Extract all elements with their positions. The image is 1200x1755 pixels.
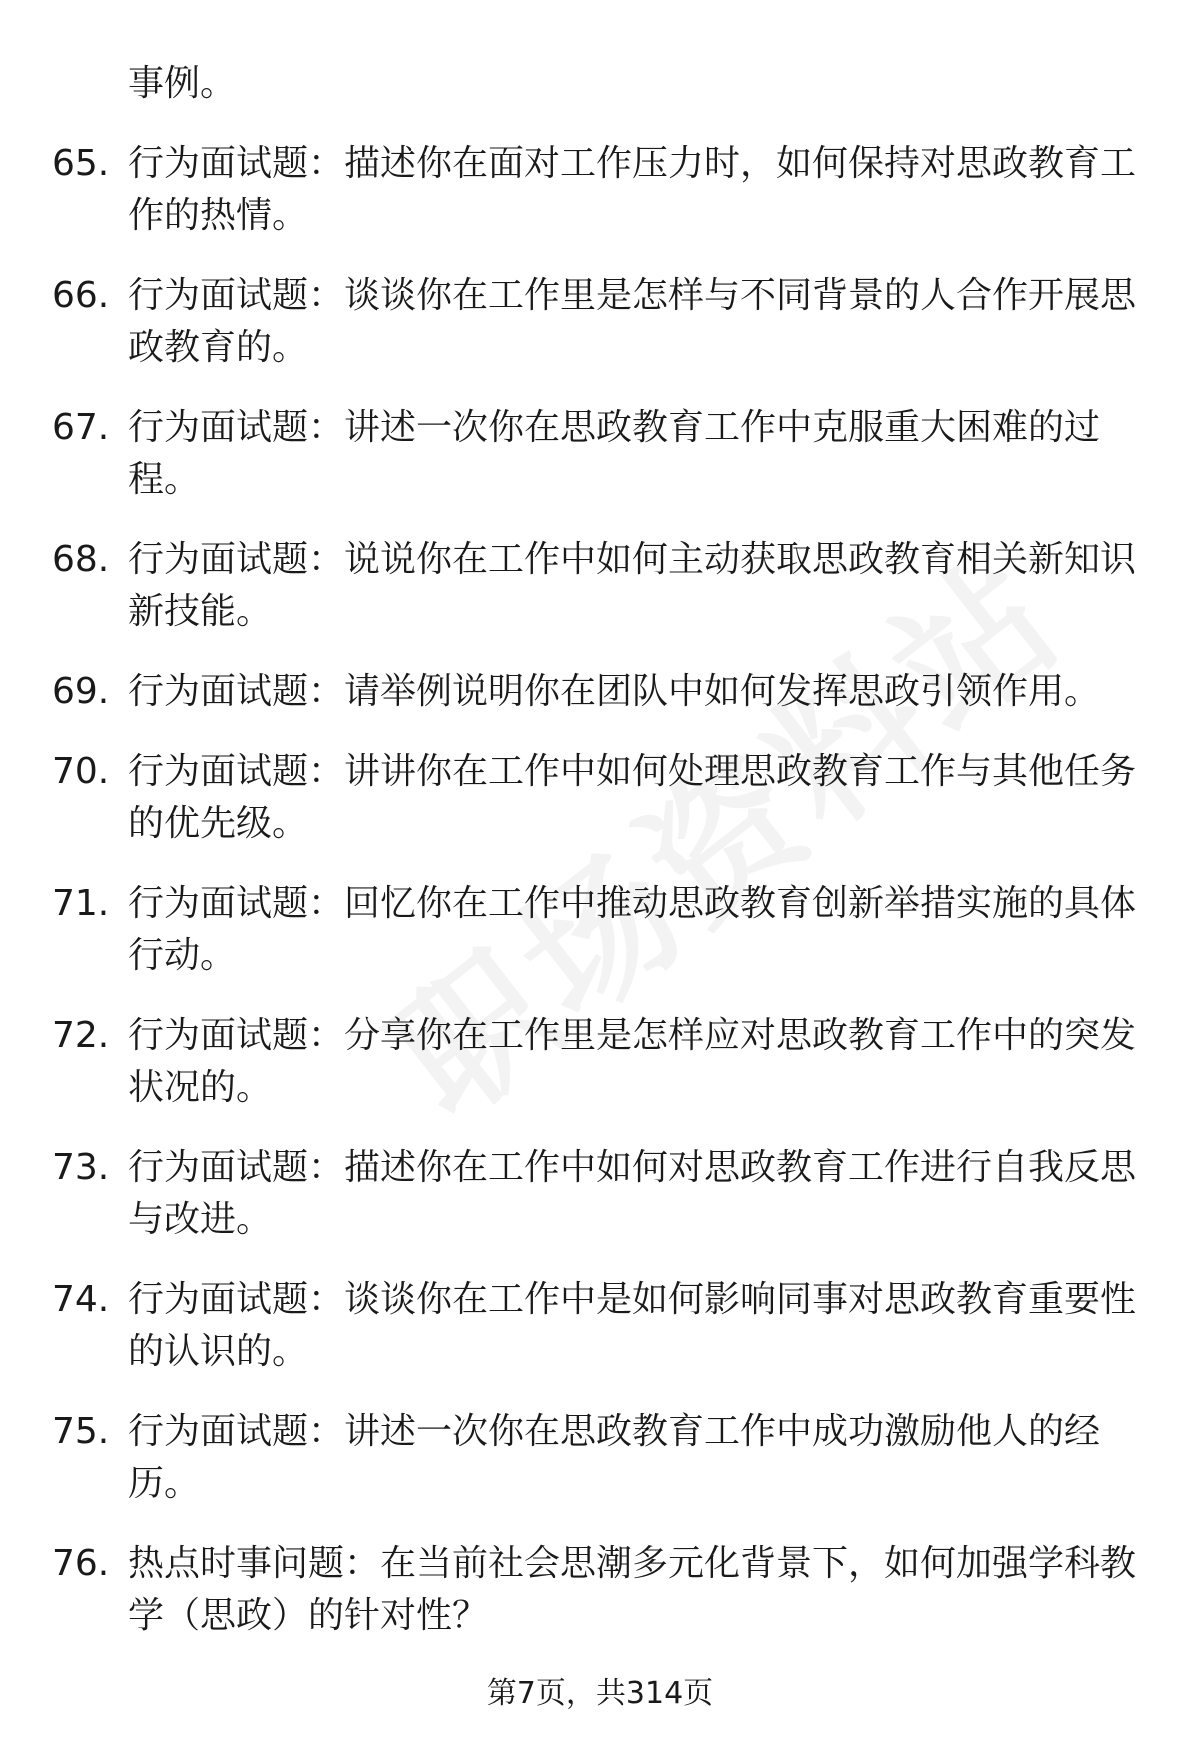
question-number: 71. [52, 883, 110, 924]
question-number: 65. [52, 143, 110, 184]
list-item [52, 402, 1152, 506]
question-text: 行为面试题：讲讲你在工作中如何处理思政教育工作与其他任务的优先级。 [128, 751, 1137, 844]
list-item [52, 666, 1152, 718]
question-text: 行为面试题：分享你在工作里是怎样应对思政教育工作中的突发状况的。 [128, 1015, 1137, 1108]
list-item [52, 138, 1152, 242]
question-text: 行为面试题：谈谈你在工作里是怎样与不同背景的人合作开展思政教育的。 [128, 275, 1137, 368]
list-item [52, 1010, 1152, 1114]
question-list [52, 138, 1152, 1670]
continuation-text: 事例。 [128, 63, 237, 104]
question-number: 76. [52, 1543, 110, 1584]
question-number: 66. [52, 275, 110, 316]
list-item [52, 878, 1152, 982]
question-text: 行为面试题：讲述一次你在思政教育工作中成功激励他人的经历。 [128, 1411, 1101, 1504]
question-number: 73. [52, 1147, 110, 1188]
question-number: 75. [52, 1411, 110, 1452]
list-item [52, 1538, 1152, 1642]
list-item [52, 534, 1152, 638]
list-item [52, 1406, 1152, 1510]
list-item [52, 746, 1152, 850]
question-text: 热点时事问题：在当前社会思潮多元化背景下，如何加强学科教学（思政）的针对性？ [128, 1543, 1137, 1636]
question-text: 行为面试题：回忆你在工作中推动思政教育创新举措实施的具体行动。 [128, 883, 1137, 976]
question-text: 行为面试题：谈谈你在工作中是如何影响同事对思政教育重要性的认识的。 [128, 1279, 1137, 1372]
question-text: 行为面试题：请举例说明你在团队中如何发挥思政引领作用。 [128, 671, 1101, 712]
question-number: 67. [52, 407, 110, 448]
page-footer: 第7页，共314页 [486, 1676, 714, 1711]
question-text: 行为面试题：讲述一次你在思政教育工作中克服重大困难的过程。 [128, 407, 1101, 500]
question-text: 行为面试题：说说你在工作中如何主动获取思政教育相关新知识新技能。 [128, 539, 1137, 632]
question-text: 行为面试题：描述你在工作中如何对思政教育工作进行自我反思与改进。 [128, 1147, 1137, 1240]
question-text: 行为面试题：描述你在面对工作压力时，如何保持对思政教育工作的热情。 [128, 143, 1137, 236]
list-item [52, 270, 1152, 374]
question-number: 70. [52, 751, 110, 792]
question-number: 72. [52, 1015, 110, 1056]
list-item [52, 1274, 1152, 1378]
list-item [52, 1142, 1152, 1246]
question-number: 69. [52, 671, 110, 712]
question-number: 68. [52, 539, 110, 580]
question-number: 74. [52, 1279, 110, 1320]
